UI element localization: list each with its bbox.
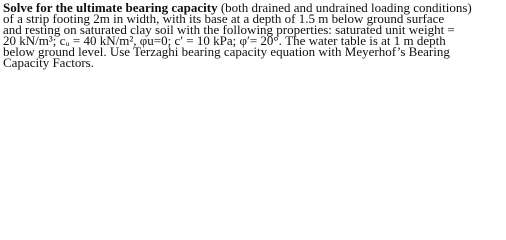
problem-line-5: below ground level. Use Terzaghi bearing capacity equation with Meyerhof’s Bearing	[3, 44, 450, 59]
problem-line-2: of a strip footing 2m in width, with its base at a depth of 1.5 m below ground surface	[3, 11, 445, 26]
problem-line-1-rest: (both drained and undrained loading conditions)	[217, 0, 472, 15]
problem-line-4: 20 kN/m³; cᵤ = 40 kN/m², φu=0; c′ = 10 kPa; φ′= 20°. The water table is at 1 m depth	[3, 33, 446, 48]
problem-line-3: and resting on saturated clay soil with the following properties: saturated unit weight =	[3, 22, 455, 37]
problem-line-6: Capacity Factors.	[3, 55, 94, 70]
problem-lead-text: Solve for the ultimate bearing capacity	[3, 0, 218, 15]
problem-statement	[3, 2, 501, 68]
